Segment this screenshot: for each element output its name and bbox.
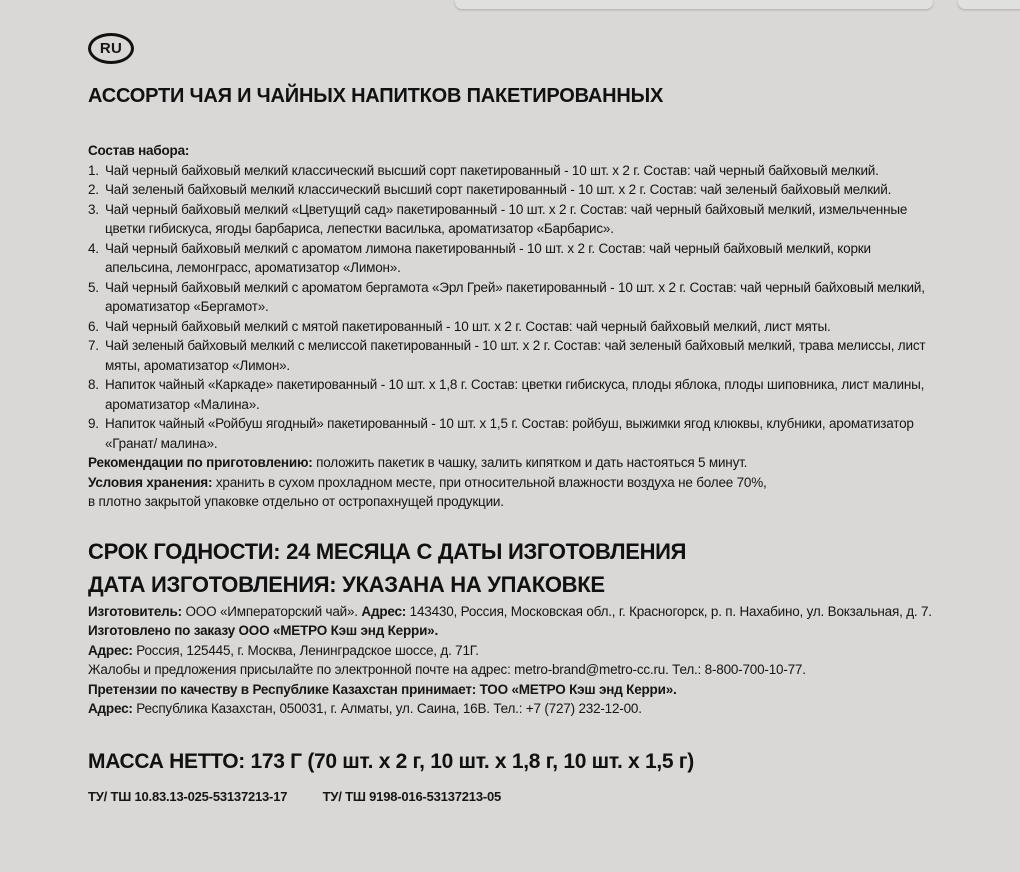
shelf-life-heading: СРОК ГОДНОСТИ: 24 МЕСЯЦА С ДАТЫ ИЗГОТОВЛЕНИЯ bbox=[88, 538, 687, 564]
composition-item: 1. Чай черный байховый мелкий классический высший сорт пакетированный - 10 шт. x 2 г. Состав: чай черный байховый мелкий. bbox=[88, 162, 879, 178]
kazakhstan-address-line: Адрес: Республика Казахстан, 050031, г. Алматы, ул. Саина, 16В. Тел.: +7 (727) 232-12-00. bbox=[88, 701, 642, 716]
storage-conditions-continued: в плотно закрытой упаковке отдельно от остропахнущей продукции. bbox=[88, 494, 504, 509]
composition-block bbox=[88, 141, 940, 512]
notes-block bbox=[88, 453, 940, 512]
ordered-by-line: Изготовлено по заказу ООО «МЕТРО Кэш энд Керри». bbox=[88, 623, 439, 638]
composition-item: 4. Чай черный байховый мелкий с ароматом лимона пакетированный - 10 шт. x 2 г. Состав: чай черный байховый мелкий, корки апельсина, лемонграсс, ароматизатор «Лимон». bbox=[88, 240, 871, 275]
composition-item: 5. Чай черный байховый мелкий с ароматом бергамота «Эрл Грей» пакетированный - 10 шт. x 2 г. Состав: чай черный байховый мелкий, ароматизатор «Бергамот». bbox=[88, 279, 925, 314]
composition-item: 8. Напиток чайный «Каркаде» пакетированный - 10 шт. x 1,8 г. Состав: цветки гибискуса, плоды яблока, плоды шиповника, лист малины, ароматизатор «Малина». bbox=[88, 377, 925, 412]
production-date-heading: ДАТА ИЗГОТОВЛЕНИЯ: УКАЗАНА НА УПАКОВКЕ bbox=[88, 571, 605, 597]
composition-item: 9. Напиток чайный «Ройбуш ягодный» пакетированный - 10 шт. x 1,5 г. Состав: ройбуш, выжимки ягод клюквы, клубники, ароматизатор «Гранат/ малина». bbox=[88, 416, 914, 451]
orderer-address-line: Адрес: Россия, 125445, г. Москва, Ленинградское шоссе, д. 71Г. bbox=[88, 642, 479, 658]
tu-code-2: ТУ/ ТШ 9198-016-53137213-05 bbox=[322, 788, 502, 804]
composition-list bbox=[88, 161, 940, 454]
composition-item: 6. Чай черный байховый мелкий с мятой пакетированный - 10 шт. x 2 г. Состав: чай черный байховый мелкий, лист мяты. bbox=[88, 318, 831, 334]
manufacturer-line: Изготовитель: ООО «Императорский чай». Адрес: 143430, Россия, Московская обл., г. Красногорск, р. п. Нахабино, ул. Вокзальная, д. 7. bbox=[88, 603, 932, 619]
composition-item: 2. Чай зеленый байховый мелкий классический высший сорт пакетированный - 10 шт. x 2 г. Состав: чай зеленый байховый мелкий. bbox=[88, 182, 892, 197]
storage-conditions: Условия хранения: хранить в сухом прохладном месте, при относительной влажности воздуха не более 70%, bbox=[88, 474, 767, 490]
net-weight-heading: МАССА НЕТТО: 173 Г (70 шт. x 2 г, 10 шт. x 1,8 г, 10 шт. x 1,5 г) bbox=[88, 749, 694, 773]
product-title: АССОРТИ ЧАЯ И ЧАЙНЫХ НАПИТКОВ ПАКЕТИРОВАННЫХ bbox=[88, 85, 664, 107]
package-edge-top-left bbox=[455, 0, 933, 9]
label-content bbox=[88, 33, 940, 804]
tu-codes bbox=[88, 789, 940, 804]
preparation-recommendations: Рекомендации по приготовлению: положить пакетик в чашку, залить кипятком и дать настояться 5 минут. bbox=[88, 455, 748, 470]
composition-item: 3. Чай черный байховый мелкий «Цветущий сад» пакетированный - 10 шт. x 2 г. Состав: чай черный байховый мелкий, измельченные цветки гибискуса, ягоды барбариса, лепестки василька, ароматизатор «Барбарис». bbox=[88, 201, 908, 236]
kazakhstan-claims-line: Претензии по качеству в Республике Казахстан принимает: ТОО «МЕТРО Кэш энд Керри». bbox=[88, 681, 677, 697]
package-edge-top-right bbox=[958, 0, 1020, 9]
country-badge-text: RU bbox=[99, 40, 123, 57]
manufacturer-block bbox=[88, 602, 940, 719]
country-badge-ru bbox=[88, 33, 134, 64]
composition-heading: Состав набора: bbox=[88, 143, 190, 158]
complaints-line: Жалобы и предложения присылайте по электронной почте на адрес: metro-brand@metro-cc.ru. Тел.: 8-800-700-10-77. bbox=[88, 662, 806, 677]
tu-code-1: ТУ/ ТШ 10.83.13-025-53137213-17 bbox=[88, 788, 288, 804]
composition-item: 7. Чай зеленый байховый мелкий с мелиссой пакетированный - 10 шт. x 2 г. Состав: чай зеленый байховый мелкий, трава мелиссы, лист мяты, ароматизатор «Лимон». bbox=[88, 338, 926, 373]
